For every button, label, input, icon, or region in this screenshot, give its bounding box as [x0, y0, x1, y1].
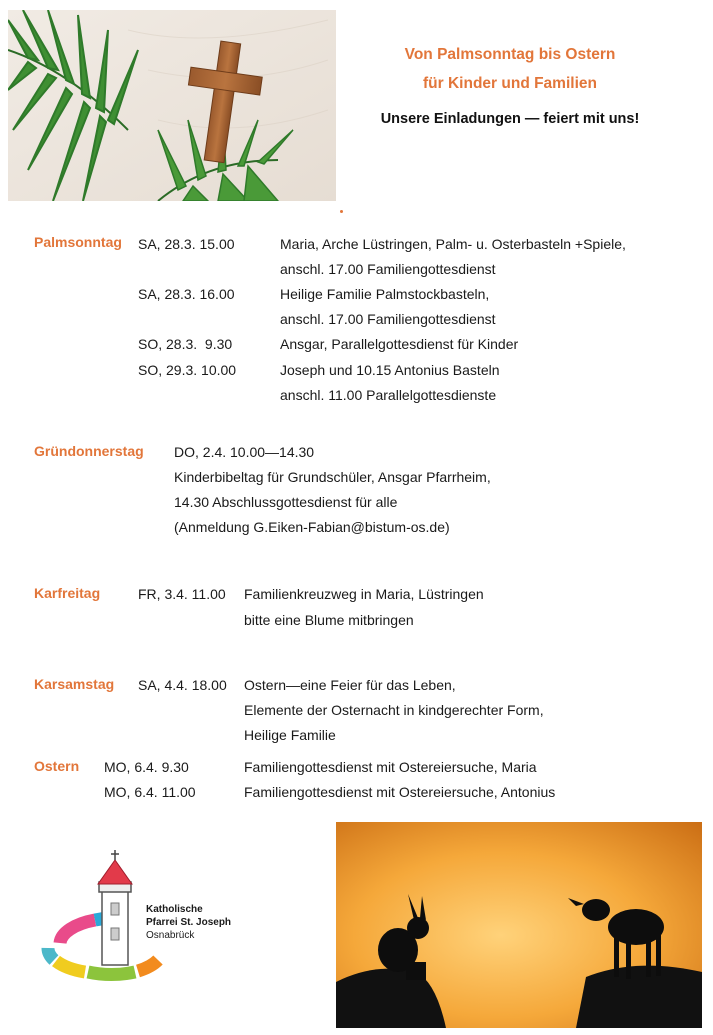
- logo-line2: Pfarrei St. Joseph: [146, 917, 232, 928]
- logo-line1: Katholische: [146, 904, 203, 915]
- section-label-ostern: Ostern: [34, 758, 80, 774]
- event-text: anschl. 17.00 Familiengottesdienst: [280, 261, 496, 277]
- event-date: MO, 6.4. 11.00: [104, 784, 196, 800]
- event-text: Joseph und 10.15 Antonius Basteln: [280, 362, 500, 378]
- parish-logo: [40, 848, 240, 993]
- event-text: Familiengottesdienst mit Ostereiersuche, Antonius: [244, 784, 556, 800]
- section-label-palmsonntag: Palmsonntag: [34, 234, 122, 250]
- header-title-line2: für Kinder und Familien: [423, 75, 597, 92]
- lamb-rabbit-sunset-image: [336, 822, 702, 1028]
- event-date: DO, 2.4. 10.00—14.30: [174, 444, 315, 460]
- decorative-dot: [340, 210, 343, 213]
- event-date: SA, 28.3. 16.00: [138, 286, 235, 302]
- event-date: SO, 28.3. 9.30: [138, 336, 233, 352]
- event-text: Ansgar, Parallelgottesdienst für Kinder: [280, 336, 519, 352]
- section-label-karfreitag: Karfreitag: [34, 585, 101, 601]
- header-subtitle: Unsere Einladungen — feiert mit uns!: [380, 111, 640, 127]
- event-date: SA, 4.4. 18.00: [138, 677, 227, 693]
- event-text: Elemente der Osternacht in kindgerechter Form,: [244, 702, 544, 718]
- event-text: Familienkreuzweg in Maria, Lüstringen: [244, 586, 484, 602]
- event-text: anschl. 11.00 Parallelgottesdienste: [280, 387, 497, 403]
- event-text: Heilige Familie: [244, 727, 336, 743]
- event-text: Maria, Arche Lüstringen, Palm- u. Osterbasteln +Spiele,: [280, 236, 626, 252]
- palm-cross-image: [8, 10, 336, 201]
- section-label-karsamstag: Karsamstag: [34, 676, 115, 692]
- registration-email: (Anmeldung G.Eiken-Fabian@bistum-os.de): [174, 519, 450, 535]
- event-text: Kinderbibeltag für Grundschüler, Ansgar Pfarrheim,: [174, 469, 491, 485]
- logo-line3: Osnabrück: [146, 930, 195, 941]
- event-text: anschl. 17.00 Familiengottesdienst: [280, 311, 496, 327]
- event-date: SO, 29.3. 10.00: [138, 362, 237, 378]
- event-date: SA, 28.3. 15.00: [138, 236, 235, 252]
- event-date: MO, 6.4. 9.30: [104, 759, 189, 775]
- event-text: bitte eine Blume mitbringen: [244, 612, 414, 628]
- event-date: FR, 3.4. 11.00: [138, 586, 226, 602]
- event-text: 14.30 Abschlussgottesdienst für alle: [174, 494, 398, 510]
- header-title-line1: Von Palmsonntag bis Ostern: [404, 46, 616, 63]
- section-label-gruendonnerstag: Gründonnerstag: [34, 443, 144, 459]
- event-text: Heilige Familie Palmstockbasteln,: [280, 286, 490, 302]
- event-text: Familiengottesdienst mit Ostereiersuche, Maria: [244, 759, 537, 775]
- event-text: Ostern—eine Feier für das Leben,: [244, 677, 456, 693]
